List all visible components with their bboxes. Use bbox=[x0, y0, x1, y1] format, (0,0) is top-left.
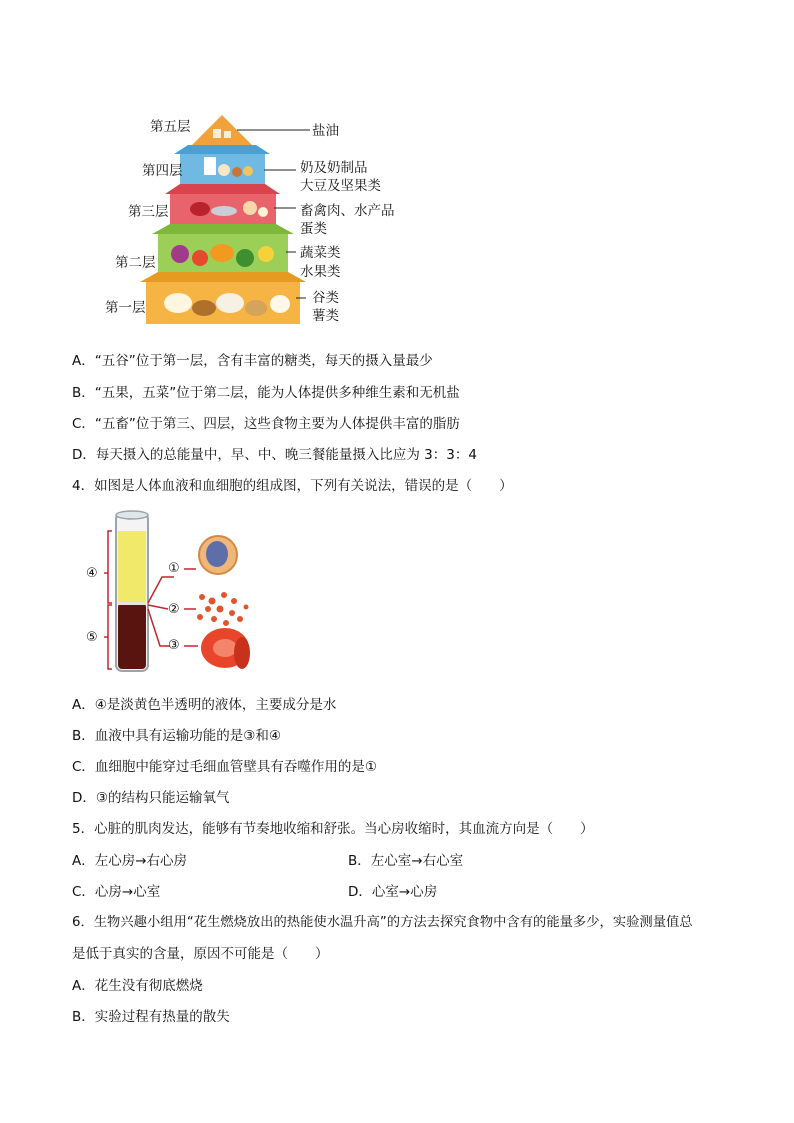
pyramid-label-beans-nuts: 大豆及坚果类 bbox=[300, 178, 381, 194]
pyramid-label-meat-fish: 畜禽肉、水产品 bbox=[300, 203, 395, 219]
pyramid-label-fruits: 水果类 bbox=[300, 264, 341, 280]
pyramid-label-eggs: 蛋类 bbox=[300, 221, 327, 237]
platelets bbox=[197, 592, 249, 626]
pyramid-level-4-name: 第四层 bbox=[142, 163, 183, 179]
pyramid-level-3-name: 第三层 bbox=[128, 204, 169, 220]
pyramid-level-1-name: 第一层 bbox=[105, 300, 146, 316]
q4-option-b: B．血液中具有运输功能的是③和④ bbox=[72, 728, 281, 744]
pyramid-label-dairy: 奶及奶制品 bbox=[300, 160, 368, 176]
pyramid-label-vegetables: 蔬菜类 bbox=[300, 245, 341, 261]
pyramid-label-oil-salt: 盐油 bbox=[312, 123, 339, 139]
pyramid-label-grains: 谷类 bbox=[312, 290, 339, 306]
q4-option-a: A．④是淡黄色半透明的液体，主要成分是水 bbox=[72, 697, 337, 713]
blood-tube-illustration bbox=[78, 505, 278, 680]
q3-option-d: D．每天摄入的总能量中，早、中、晚三餐能量摄入比应为 3：3：4 bbox=[72, 447, 477, 463]
q3-option-a: A．“五谷”位于第一层，含有丰富的糖类，每天的摄入量最少 bbox=[72, 353, 433, 369]
q4-stem: 4．如图是人体血液和血细胞的组成图，下列有关说法，错误的是（ ） bbox=[72, 478, 513, 494]
q6-option-a: A．花生没有彻底燃烧 bbox=[72, 978, 203, 994]
q6-stem-line-2: 是低于真实的含量，原因不可能是（ ） bbox=[72, 946, 329, 962]
q3-option-b: B．“五果，五菜”位于第二层，能为人体提供多种维生素和无机盐 bbox=[72, 385, 460, 401]
label-plasma-4: ④ bbox=[86, 566, 98, 581]
q5-option-b: B．左心室→右心室 bbox=[348, 853, 464, 869]
label-platelet-2: ② bbox=[168, 602, 180, 617]
pyramid-level-5-name: 第五层 bbox=[150, 119, 191, 135]
q5-option-c: C．心房→心室 bbox=[72, 884, 161, 900]
q6-stem-line-1: 6．生物兴趣小组用“花生燃烧放出的热能使水温升高”的方法去探究食物中含有的能量多少，实验测量值总 bbox=[72, 915, 693, 930]
pyramid-level-2-name: 第二层 bbox=[115, 255, 156, 271]
q4-option-c: C．血细胞中能穿过毛细血管壁具有吞噬作用的是① bbox=[72, 759, 378, 775]
label-blood-cells-5: ⑤ bbox=[86, 630, 98, 645]
q5-option-d: D．心室→心房 bbox=[348, 884, 438, 900]
label-red-cell-3: ③ bbox=[168, 638, 180, 653]
label-white-cell-1: ① bbox=[168, 561, 180, 576]
q5-option-a: A．左心房→右心房 bbox=[72, 853, 188, 869]
q3-option-c: C．“五畜”位于第三、四层，这些食物主要为人体提供丰富的脂肪 bbox=[72, 416, 460, 432]
q4-option-d: D．③的结构只能运输氧气 bbox=[72, 790, 230, 806]
q5-stem: 5．心脏的肌肉发达，能够有节奏地收缩和舒张。当心房收缩时，其血流方向是（ ） bbox=[72, 821, 594, 837]
pyramid-label-tubers: 薯类 bbox=[312, 308, 339, 324]
q6-option-b: B．实验过程有热量的散失 bbox=[72, 1009, 230, 1025]
